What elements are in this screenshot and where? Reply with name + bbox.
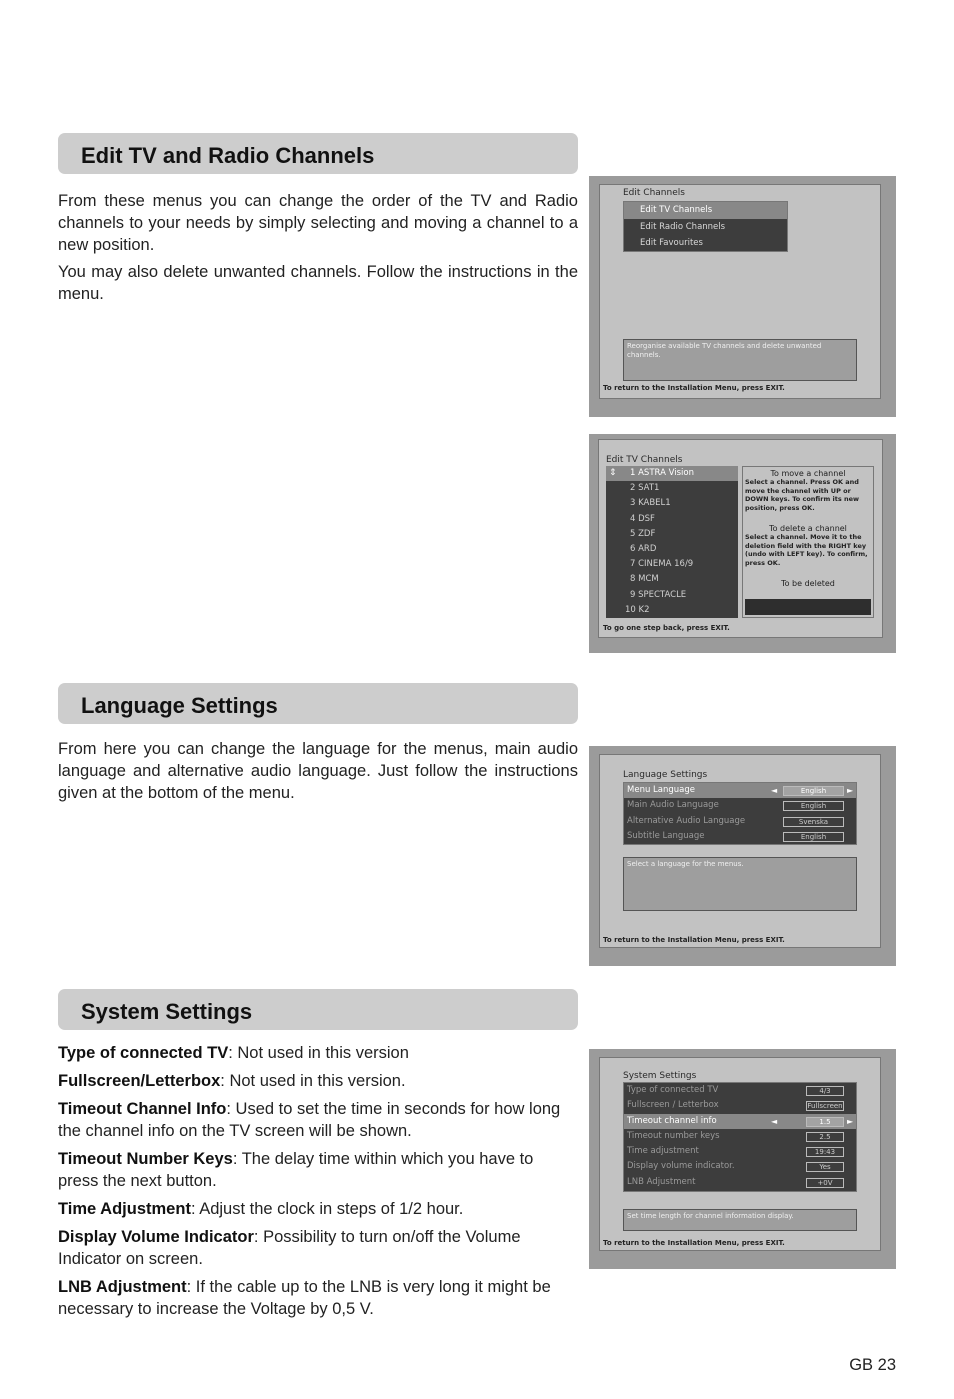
channel-item[interactable]: 6 ARD <box>630 543 657 554</box>
screen-frame <box>599 1057 881 1251</box>
right-arrow-icon[interactable]: ► <box>847 1116 854 1126</box>
channel-instructions <box>742 466 874 618</box>
setting-row-tv-type[interactable] <box>624 1083 856 1098</box>
language-settings-list <box>623 782 857 845</box>
channel-list <box>606 466 738 618</box>
screen-footer: To return to the Installation Menu, press EXIT. <box>603 1239 785 1247</box>
setting-label: Fullscreen / Letterbox <box>627 1100 719 1111</box>
definition-item <box>58 1276 578 1320</box>
setting-value: 19:43 <box>806 1147 844 1157</box>
setting-label: Timeout number keys <box>627 1130 720 1141</box>
delete-heading: To delete a channel <box>769 524 847 533</box>
page-number: GB 23 <box>849 1356 896 1374</box>
menu-item-edit-radio[interactable]: Edit Radio Channels <box>640 221 726 232</box>
channel-item[interactable]: 4 DSF <box>630 513 655 524</box>
screen-footer: To return to the Installation Menu, press EXIT. <box>603 384 785 392</box>
edit-paragraph-2: You may also delete unwanted channels. Follow the instructions in the menu. <box>58 263 578 303</box>
description: : Possibility to turn on/off the Volume Indicator on screen. <box>58 1228 521 1268</box>
setting-label: Alternative Audio Language <box>627 815 746 826</box>
term: Timeout Number Keys <box>58 1150 233 1168</box>
definition-item <box>58 1098 578 1142</box>
section-header-system: System Settings <box>58 989 578 1030</box>
setting-row-main-audio[interactable] <box>624 798 856 813</box>
setting-value: 2.5 <box>806 1132 844 1142</box>
setting-label: LNB Adjustment <box>627 1176 696 1187</box>
section-header-language: Language Settings <box>58 683 578 724</box>
setting-value: English <box>783 786 844 796</box>
setting-row-subtitle[interactable] <box>624 829 856 844</box>
deletion-field[interactable] <box>745 599 871 615</box>
setting-value: Fullscreen <box>807 1102 843 1111</box>
left-arrow-icon[interactable]: ◄ <box>771 1116 778 1126</box>
setting-row-timeout-keys[interactable] <box>624 1129 856 1144</box>
language-settings-screenshot <box>589 746 896 966</box>
setting-row-time-adjustment[interactable] <box>624 1144 856 1159</box>
language-text <box>58 738 578 809</box>
term: Type of connected TV <box>58 1044 229 1062</box>
setting-label: Type of connected TV <box>627 1085 719 1095</box>
setting-label: Subtitle Language <box>627 830 705 841</box>
channel-item[interactable]: 7 CINEMA 16/9 <box>630 559 694 570</box>
screen-frame <box>599 754 881 948</box>
move-arrow-icon: ⇕ <box>609 468 617 478</box>
section-header-edit-channels: Edit TV and Radio Channels <box>58 133 578 174</box>
system-settings-menu <box>623 1082 857 1192</box>
term: Timeout Channel Info <box>58 1100 227 1118</box>
menu-item-edit-favourites[interactable]: Edit Favourites <box>640 238 703 248</box>
language-paragraph: From here you can change the language for the menus, main audio language and alternative audio language. Just follow the instructions given at the bottom of the menu. <box>58 740 578 802</box>
description: : If the cable up to the LNB is very long it might be necessary to increase the Voltage by 0,5 V. <box>58 1278 551 1318</box>
edit-menu-list <box>623 201 788 252</box>
deleted-label: To be deleted <box>781 579 835 588</box>
setting-label: Time adjustment <box>627 1146 699 1157</box>
channel-item[interactable]: 8 MCM <box>630 574 659 585</box>
channel-item[interactable]: 2 SAT1 <box>630 483 660 494</box>
edit-tv-channels-screenshot <box>589 434 896 653</box>
move-heading: To move a channel <box>770 469 846 478</box>
setting-row-volume-indicator[interactable] <box>624 1159 856 1174</box>
screen-frame <box>598 439 883 638</box>
screen-footer: To go one step back, press EXIT. <box>603 624 730 632</box>
system-settings-screenshot <box>589 1049 896 1269</box>
setting-value: +0V <box>806 1178 844 1188</box>
setting-label: Timeout channel info <box>627 1115 717 1126</box>
channel-item[interactable]: 3 KABEL1 <box>630 498 671 509</box>
setting-value: English <box>783 832 844 842</box>
setting-value: Svenska <box>783 817 844 827</box>
screen-title: System Settings <box>623 1071 697 1081</box>
setting-row-fullscreen[interactable] <box>624 1098 856 1113</box>
description: : Adjust the clock in steps of 1/2 hour. <box>190 1200 464 1218</box>
definition-item <box>58 1148 578 1192</box>
left-arrow-icon[interactable]: ◄ <box>771 786 778 795</box>
menu-item-edit-tv[interactable]: Edit TV Channels <box>624 202 787 219</box>
screen-title: Language Settings <box>623 770 708 780</box>
term: Display Volume Indicator <box>58 1228 254 1246</box>
setting-row-timeout-channel[interactable] <box>624 1114 856 1129</box>
move-instructions: Select a channel. Press OK and move the channel with UP or DOWN keys. To confirm its new position, press OK. <box>745 478 860 512</box>
setting-value: English <box>783 801 844 811</box>
setting-label: Main Audio Language <box>627 800 719 811</box>
setting-value: 1.5 <box>806 1117 844 1127</box>
setting-row-menu-language[interactable] <box>624 783 856 798</box>
channel-item[interactable]: 5 ZDF <box>630 528 656 539</box>
setting-row-lnb[interactable] <box>624 1175 856 1190</box>
delete-instructions: Select a channel. Move it to the deletion field with the RIGHT key (undo with LEFT key). To confirm, press OK. <box>745 533 868 567</box>
setting-row-alt-audio[interactable] <box>624 814 856 829</box>
setting-label: Display volume indicator. <box>627 1161 735 1172</box>
setting-label: Menu Language <box>627 785 695 795</box>
channel-item[interactable]: 9 SPECTACLE <box>630 589 687 600</box>
edit-paragraph-1: From these menus you can change the order of the TV and Radio channels to your needs by simply selecting and moving a channel to a new position. <box>58 192 578 254</box>
term: Time Adjustment <box>58 1200 191 1218</box>
channel-item[interactable] <box>606 466 738 481</box>
system-settings-list <box>58 1042 578 1326</box>
help-text-box: Select a language for the menus. <box>623 857 857 911</box>
term: Fullscreen/Letterbox <box>58 1072 221 1090</box>
definition-item <box>58 1042 578 1064</box>
help-text-box: Set time length for channel information display. <box>623 1209 857 1231</box>
description: : Used to set the time in seconds for how long the channel info on the TV screen will be shown. <box>58 1100 561 1140</box>
setting-value: 4/3 <box>806 1086 844 1096</box>
definition-item <box>58 1226 578 1270</box>
screen-title: Edit TV Channels <box>606 455 683 465</box>
setting-value: Yes <box>806 1162 844 1172</box>
definition-item <box>58 1070 578 1092</box>
edit-channels-screenshot <box>589 176 896 417</box>
definition-item <box>58 1198 578 1220</box>
term: LNB Adjustment <box>58 1278 187 1296</box>
help-text-box: Reorganise available TV channels and delete unwanted channels. <box>623 339 857 381</box>
edit-channels-text <box>58 190 578 310</box>
description: : Not used in this version <box>228 1044 409 1062</box>
description: : Not used in this version. <box>220 1072 406 1090</box>
screen-frame <box>599 184 881 399</box>
channel-item[interactable]: 10 K2 <box>625 604 650 615</box>
screen-footer: To return to the Installation Menu, press EXIT. <box>603 936 785 944</box>
right-arrow-icon[interactable]: ► <box>847 786 854 795</box>
description: : The delay time within which you have to press the next button. <box>58 1150 534 1190</box>
screen-title: Edit Channels <box>623 188 685 198</box>
channel-label: 1 ASTRA Vision <box>630 468 694 478</box>
